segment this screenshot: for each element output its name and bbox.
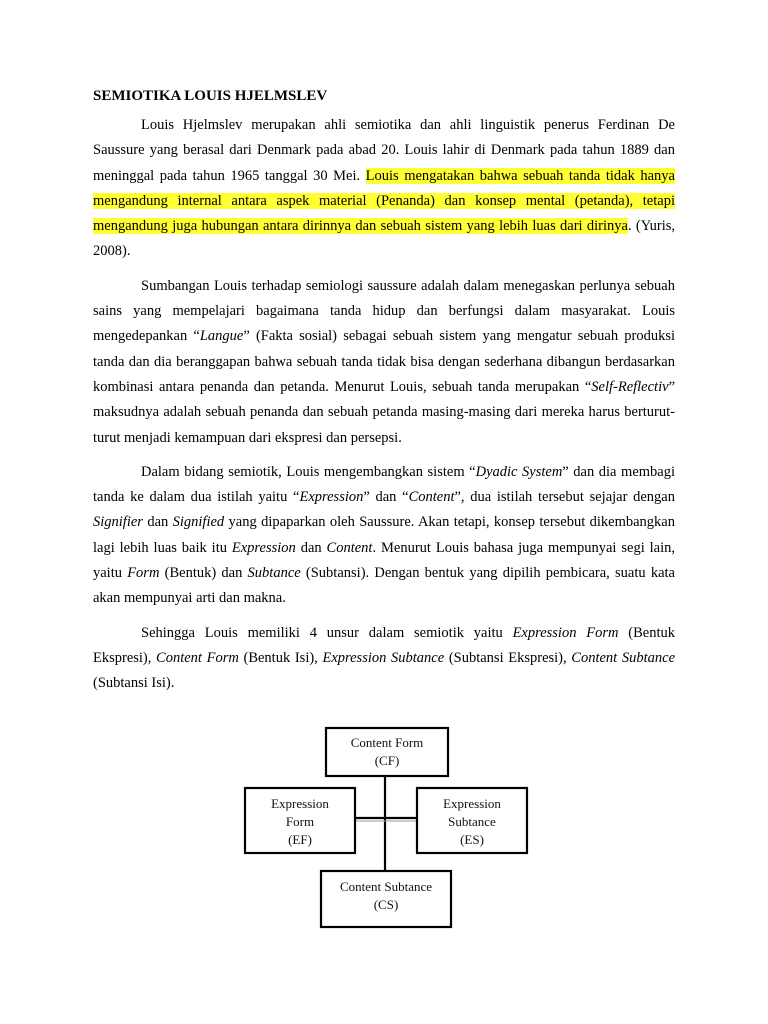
italic-term: Content Form	[156, 649, 239, 666]
expression-form-label-1: Expression	[271, 796, 329, 811]
document-title: SEMIOTIKA LOUIS HJELMSLEV	[93, 88, 328, 104]
paragraph-1	[93, 113, 675, 265]
text-run: (Bentuk) dan	[159, 565, 248, 582]
italic-term: Expression Form	[512, 624, 619, 641]
text-run: dan	[142, 514, 173, 531]
text-run: . Menurut Louis bahasa juga mempunyai segi lain, yaitu	[93, 539, 675, 582]
text-run: ” (Fakta sosial) sebagai sebuah sistem yang mengatur sebuah produksi tanda dan dia beranggapan bahwa sebuah tanda tidak bisa dengan sederhana dibangun berdasarkan kombinasi antara penanda dan petanda. Menurut Louis, sebuah tanda merupakan “	[93, 328, 675, 395]
paragraph-3	[93, 460, 675, 612]
paragraph-2	[93, 274, 675, 451]
italic-term: Subtance	[247, 565, 301, 582]
text-run: Sumbangan Louis terhadap semiologi saussure adalah dalam menegaskan perlunya sebuah sains yang mempelajari bagaimana tanda hidup dan berfungsi dalam masyarakat. Louis mengedepankan “	[93, 277, 675, 345]
italic-term: Signifier	[93, 514, 143, 531]
expression-subtance-label-2: Subtance	[448, 814, 496, 829]
expression-subtance-code: (ES)	[460, 832, 484, 847]
italic-term: Self-Reflectiv	[591, 378, 669, 395]
text-run: Dalam bidang semiotik, Louis mengembangkan sistem “	[141, 463, 476, 480]
italic-term: Content	[408, 489, 455, 506]
text-run: ”, dua istilah tersebut sejajar dengan	[454, 489, 675, 506]
text-run: ” dan dia membagi tanda ke dalam dua istilah yaitu “	[93, 463, 676, 506]
content-form-code: (CF)	[374, 753, 400, 768]
highlighted-text: Louis mengatakan bahwa sebuah tanda tidak hanya mengandung internal antara aspek material (Penanda) dan konsep mental (petanda), tetapi mengandung juga hubungan antara dirinnya dan sebuah sistem yang lebih luas dari dirinya	[93, 167, 675, 235]
text-run: . (Yuris, 2008).	[93, 218, 675, 260]
text-run: (Bentuk Isi),	[238, 649, 323, 666]
italic-term: Langue	[199, 328, 244, 345]
italic-term: Expression	[299, 489, 364, 506]
document-body	[93, 113, 675, 697]
text-run: dan	[295, 539, 327, 556]
text-run: (Subtansi Isi).	[93, 675, 175, 692]
expression-subtance-label-1: Expression	[443, 796, 501, 811]
diagram-svg	[221, 717, 547, 937]
italic-term: Signified	[172, 514, 225, 531]
content-subtance-code: (CS)	[373, 897, 399, 912]
text-run: Sehingga Louis memiliki 4 unsur dalam semiotik yaitu	[141, 624, 513, 641]
italic-term: Form	[127, 565, 160, 582]
italic-term: Dyadic System	[475, 463, 563, 480]
italic-term: Content Subtance	[571, 649, 676, 666]
paragraph-4	[93, 621, 675, 697]
text-run: (Subtansi). Dengan bentuk yang dipilih pembicara, suatu kata akan mempunyai arti dan makna.	[93, 565, 675, 607]
italic-term: Content	[326, 539, 373, 556]
text-run: ” maksudnya adalah sebuah penanda dan sebuah petanda masing-masing dari mereka harus berturut-turut menjadi kemampuan dari ekspresi dan persepsi.	[93, 378, 675, 446]
content-form-label: Content Form	[350, 735, 424, 750]
expression-form-code: (EF)	[288, 832, 312, 847]
text-run: yang dipaparkan oleh Saussure. Akan tetapi, konsep tersebut dikembangkan lagi lebih luas baik itu	[93, 514, 675, 556]
hjelmslev-diagram	[221, 717, 547, 937]
document-page	[93, 86, 675, 706]
text-run: Louis Hjelmslev merupakan ahli semiotika dan ahli linguistik penerus Ferdinan De Saussure yang berasal dari Denmark pada abad 20. Louis lahir di Denmark pada tahun 1889 dan meninggal pada tahun 1965 tanggal 30 Mei.	[93, 117, 675, 184]
expression-form-label-2: Form	[285, 814, 315, 829]
text-run: (Bentuk Ekspresi),	[93, 624, 675, 666]
text-run: (Subtansi Ekspresi),	[444, 649, 572, 666]
italic-term: Expression Subtance	[322, 649, 445, 666]
text-run: ” dan “	[363, 489, 409, 506]
italic-term: Expression	[231, 539, 296, 556]
content-subtance-label: Content Subtance	[339, 879, 433, 894]
